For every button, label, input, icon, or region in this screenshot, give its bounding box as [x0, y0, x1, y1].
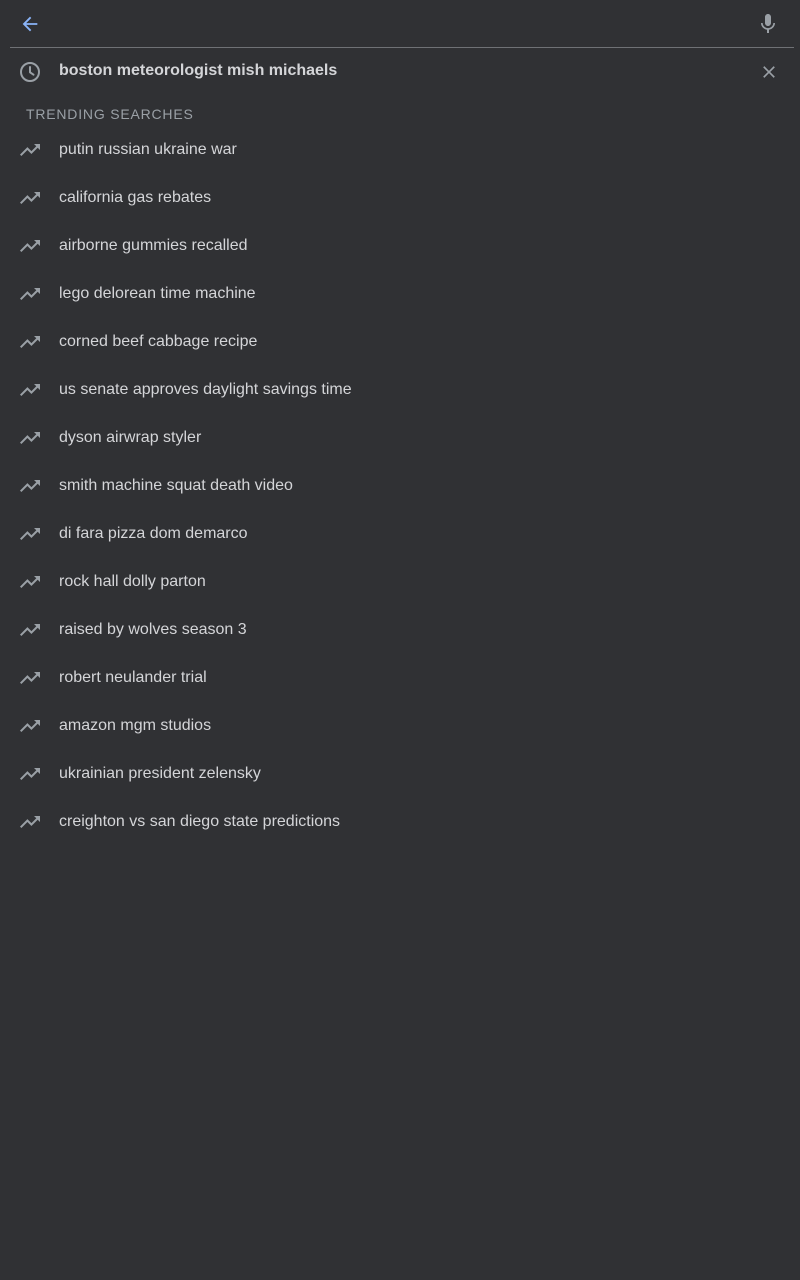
trending-suggestion[interactable] [0, 270, 800, 318]
trending-suggestion[interactable] [0, 414, 800, 462]
history-suggestion[interactable] [0, 48, 800, 96]
trending-suggestion[interactable] [0, 318, 800, 366]
trending-up-icon [18, 474, 42, 498]
trending-query-text: raised by wolves season 3 [59, 621, 247, 638]
trending-up-icon [18, 234, 42, 258]
trending-up-icon [18, 570, 42, 594]
trending-query-text: california gas rebates [59, 189, 212, 206]
trending-up-icon [18, 762, 42, 786]
trending-suggestion[interactable] [0, 366, 800, 414]
trending-suggestion[interactable] [0, 174, 800, 222]
search-bar [10, 0, 794, 48]
trending-query-text: rock hall dolly parton [59, 573, 206, 590]
trending-query-text: di fara pizza dom demarco [59, 525, 248, 542]
trending-up-icon [18, 618, 42, 642]
trending-query-text: dyson airwrap styler [59, 429, 202, 446]
trending-up-icon [18, 810, 42, 834]
trending-suggestion[interactable] [0, 606, 800, 654]
trending-up-icon [18, 666, 42, 690]
history-clock-icon [18, 60, 42, 84]
trending-query-text: robert neulander trial [59, 669, 207, 686]
trending-up-icon [18, 282, 42, 306]
trending-query-text: airborne gummies recalled [59, 237, 248, 254]
trending-up-icon [18, 714, 42, 738]
trending-up-icon [18, 138, 42, 162]
back-button[interactable] [16, 10, 44, 38]
trending-suggestion[interactable] [0, 126, 800, 174]
trending-query-text: corned beef cabbage recipe [59, 333, 258, 350]
trending-list [0, 126, 800, 846]
trending-up-icon [18, 186, 42, 210]
trending-up-icon [18, 330, 42, 354]
trending-query-text: putin russian ukraine war [59, 141, 237, 158]
trending-suggestion[interactable] [0, 222, 800, 270]
search-input[interactable] [60, 8, 734, 42]
arrow-back-icon [19, 13, 41, 35]
trending-query-text: lego delorean time machine [59, 285, 256, 302]
trending-query-text: ukrainian president zelensky [59, 765, 261, 782]
remove-history-button[interactable] [757, 60, 781, 84]
history-query-text: boston meteorologist mish michaels [59, 62, 338, 79]
trending-query-text: smith machine squat death video [59, 477, 293, 494]
mic-icon [756, 12, 780, 36]
trending-suggestion[interactable] [0, 798, 800, 846]
trending-suggestion[interactable] [0, 510, 800, 558]
trending-suggestion[interactable] [0, 750, 800, 798]
trending-query-text: amazon mgm studios [59, 717, 212, 734]
trending-suggestion[interactable] [0, 462, 800, 510]
close-icon [759, 62, 779, 82]
trending-up-icon [18, 522, 42, 546]
trending-suggestion[interactable] [0, 558, 800, 606]
trending-searches-heading: TRENDING SEARCHES [26, 106, 194, 122]
trending-up-icon [18, 426, 42, 450]
trending-suggestion[interactable] [0, 702, 800, 750]
voice-search-button[interactable] [754, 10, 782, 38]
trending-query-text: creighton vs san diego state predictions [59, 813, 341, 830]
trending-suggestion[interactable] [0, 654, 800, 702]
trending-up-icon [18, 378, 42, 402]
trending-query-text: us senate approves daylight savings time [59, 381, 352, 398]
